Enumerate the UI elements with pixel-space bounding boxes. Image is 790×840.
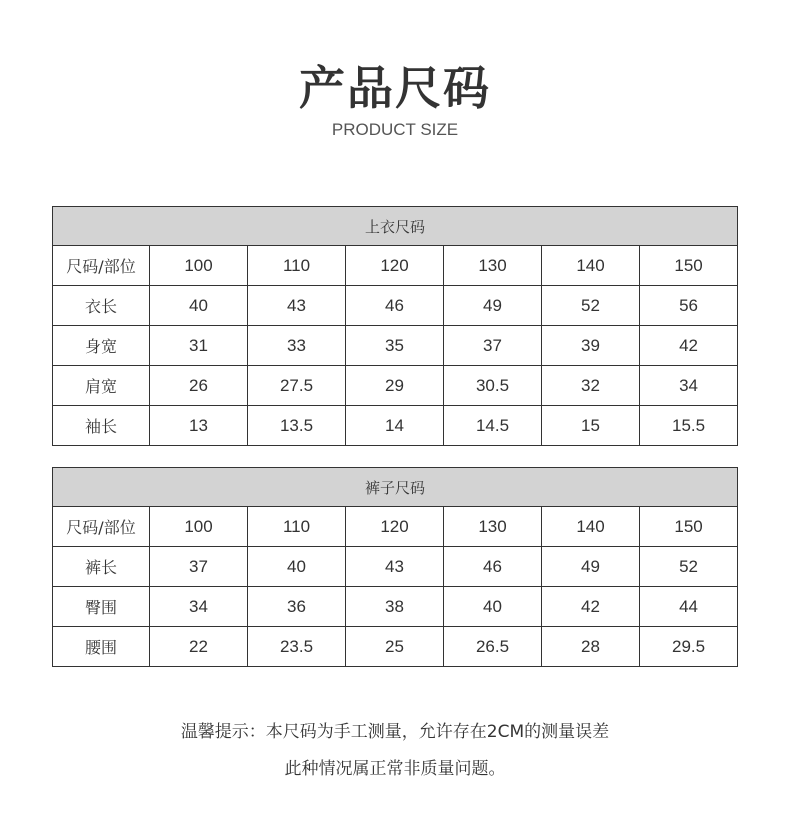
page-title: 产品尺码: [299, 61, 491, 115]
table-cell: 36: [248, 587, 346, 627]
table-cell: 13: [150, 406, 248, 446]
table-cell: 22: [150, 627, 248, 667]
row-label: 臀围: [53, 587, 150, 627]
row-label: 裤长: [53, 547, 150, 587]
top-size-table: [52, 206, 738, 446]
table-cell: 37: [150, 547, 248, 587]
table-cell: 42: [542, 587, 640, 627]
table-cell: 14.5: [444, 406, 542, 446]
table-cell: 15: [542, 406, 640, 446]
row-label: 袖长: [53, 406, 150, 446]
table-cell: 23.5: [248, 627, 346, 667]
table-cell: 28: [542, 627, 640, 667]
table-cell: 26.5: [444, 627, 542, 667]
table-row: [53, 286, 738, 326]
row-label: 肩宽: [53, 366, 150, 406]
table-cell: 34: [640, 366, 738, 406]
notice-line-1: 温馨提示：本尺码为手工测量，允许存在2CM的测量误差: [180, 722, 610, 742]
table-cell: 52: [640, 547, 738, 587]
row-label: 衣长: [53, 286, 150, 326]
table-cell: 40: [150, 286, 248, 326]
table-cell: 42: [640, 326, 738, 366]
table-cell: 40: [444, 587, 542, 627]
table-caption: 上衣尺码: [53, 207, 738, 246]
table-cell: 37: [444, 326, 542, 366]
pants-size-table: [52, 467, 738, 667]
table-cell: 43: [346, 547, 444, 587]
table-cell: 31: [150, 326, 248, 366]
header-cell: 140: [542, 507, 640, 547]
table-row: [53, 587, 738, 627]
table-row: [53, 326, 738, 366]
page-subtitle: PRODUCT SIZE: [331, 120, 459, 139]
table-cell: 38: [346, 587, 444, 627]
table-cell: 40: [248, 547, 346, 587]
table-cell: 46: [346, 286, 444, 326]
table-cell: 39: [542, 326, 640, 366]
table-cell: 43: [248, 286, 346, 326]
table-cell: 29.5: [640, 627, 738, 667]
table-cell: 34: [150, 587, 248, 627]
header-cell: 100: [150, 246, 248, 286]
header-cell: 130: [444, 246, 542, 286]
row-label: 身宽: [53, 326, 150, 366]
table-cell: 32: [542, 366, 640, 406]
header-cell: 130: [444, 507, 542, 547]
header-cell: 150: [640, 507, 738, 547]
header-cell: 120: [346, 507, 444, 547]
table-cell: 33: [248, 326, 346, 366]
table-caption-row: [53, 207, 738, 246]
table-cell: 44: [640, 587, 738, 627]
table-caption: 裤子尺码: [53, 468, 738, 507]
table-cell: 27.5: [248, 366, 346, 406]
table-row: [53, 547, 738, 587]
table-cell: 14: [346, 406, 444, 446]
header-cell: 110: [248, 507, 346, 547]
table-cell: 49: [444, 286, 542, 326]
table-cell: 49: [542, 547, 640, 587]
table-caption-row: [53, 468, 738, 507]
header-cell: 100: [150, 507, 248, 547]
table-cell: 13.5: [248, 406, 346, 446]
table-cell: 29: [346, 366, 444, 406]
header-cell: 110: [248, 246, 346, 286]
header-cell: 140: [542, 246, 640, 286]
header-cell: 120: [346, 246, 444, 286]
table-cell: 15.5: [640, 406, 738, 446]
notice-line-2: 此种情况属正常非质量问题。: [284, 759, 506, 779]
table-header-row: [53, 507, 738, 547]
table-row: [53, 406, 738, 446]
table-cell: 56: [640, 286, 738, 326]
header-cell: 150: [640, 246, 738, 286]
table-cell: 30.5: [444, 366, 542, 406]
table-cell: 25: [346, 627, 444, 667]
table-row: [53, 627, 738, 667]
header-cell: 尺码/部位: [53, 507, 150, 547]
table-cell: 46: [444, 547, 542, 587]
table-row: [53, 366, 738, 406]
header-cell: 尺码/部位: [53, 246, 150, 286]
table-cell: 52: [542, 286, 640, 326]
table-cell: 26: [150, 366, 248, 406]
table-header-row: [53, 246, 738, 286]
table-cell: 35: [346, 326, 444, 366]
row-label: 腰围: [53, 627, 150, 667]
